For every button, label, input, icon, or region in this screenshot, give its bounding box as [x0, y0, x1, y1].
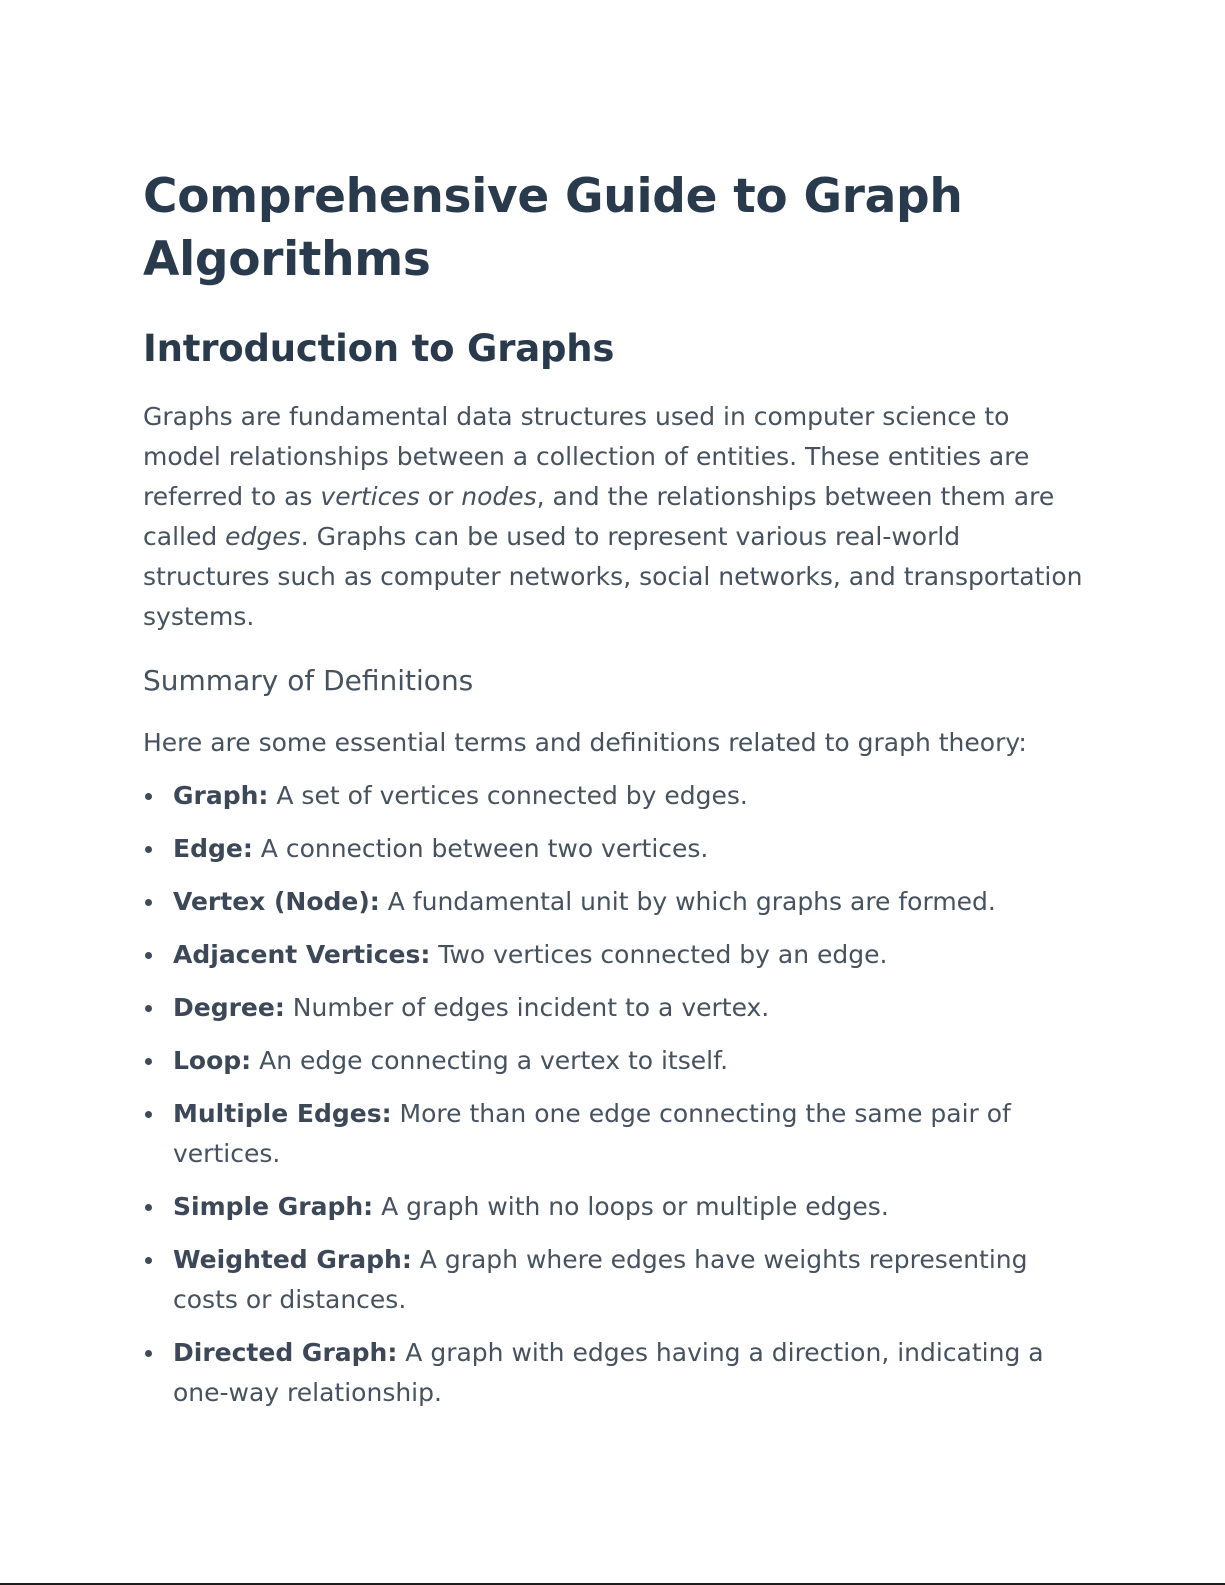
bullet-icon [145, 1350, 152, 1357]
bullet-icon [145, 952, 152, 959]
intro-italic-term: vertices [320, 482, 420, 511]
definition-text: More than one edge connecting the same pair of vertices. [173, 1099, 1011, 1168]
list-item [143, 776, 1083, 816]
list-item [143, 1333, 1083, 1413]
definition-text: A graph with edges having a direction, indicating a one-way relationship. [173, 1338, 1044, 1407]
section-heading-introduction: Introduction to Graphs [143, 327, 615, 370]
definition-text: A connection between two vertices. [252, 834, 709, 863]
intro-text-segment: , and the relationships between them are called [143, 482, 1055, 551]
definition-text: A fundamental unit by which graphs are formed. [379, 887, 996, 916]
definition-term: Adjacent Vertices: [173, 940, 431, 969]
list-item [143, 882, 1083, 922]
intro-italic-term: edges [225, 522, 301, 551]
intro-paragraph [143, 397, 1083, 637]
definition-term: Degree: [173, 993, 285, 1022]
definition-term: Edge: [173, 834, 253, 863]
definitions-lead: Here are some essential terms and definitions related to graph theory: [143, 728, 1027, 757]
definition-text: Number of edges incident to a vertex. [284, 993, 770, 1022]
definition-text: A graph where edges have weights representing costs or distances. [173, 1245, 1028, 1314]
definition-term: Directed Graph: [173, 1338, 398, 1367]
definition-term: Loop: [173, 1046, 252, 1075]
definition-term: Multiple Edges: [173, 1099, 392, 1128]
list-item [143, 829, 1083, 869]
list-item [143, 1187, 1083, 1227]
definition-text: An edge connecting a vertex to itself. [251, 1046, 729, 1075]
page-title: Comprehensive Guide to Graph Algorithms [143, 169, 963, 287]
bullet-icon [145, 1111, 152, 1118]
bullet-icon [145, 899, 152, 906]
list-item [143, 1240, 1083, 1320]
intro-italic-term: nodes [461, 482, 537, 511]
bullet-icon [145, 1005, 152, 1012]
bullet-icon [145, 846, 152, 853]
definition-term: Graph: [173, 781, 269, 810]
definition-text: Two vertices connected by an edge. [430, 940, 888, 969]
intro-text-segment: Graphs are fundamental data structures used in computer science to model relationships between a collection of entities. These entities are referred to as [143, 402, 1030, 511]
section-heading-definitions: Summary of Definitions [143, 664, 474, 697]
bullet-icon [145, 1257, 152, 1264]
definition-term: Weighted Graph: [173, 1245, 412, 1274]
bullet-icon [145, 1204, 152, 1211]
intro-text-segment: or [419, 482, 462, 511]
list-item [143, 1041, 1083, 1081]
list-item [143, 988, 1083, 1028]
list-item [143, 1094, 1083, 1174]
definition-term: Simple Graph: [173, 1192, 374, 1221]
bullet-icon [145, 793, 152, 800]
bullet-icon [145, 1058, 152, 1065]
document-page [143, 165, 1083, 1413]
definition-text: A graph with no loops or multiple edges. [373, 1192, 889, 1221]
list-item [143, 935, 1083, 975]
intro-text-segment: . Graphs can be used to represent various real-world structures such as computer networks, social networks, and transportation systems. [143, 522, 1083, 631]
definition-text: A set of vertices connected by edges. [268, 781, 748, 810]
definition-term: Vertex (Node): [173, 887, 380, 916]
definitions-list [143, 776, 1083, 1413]
